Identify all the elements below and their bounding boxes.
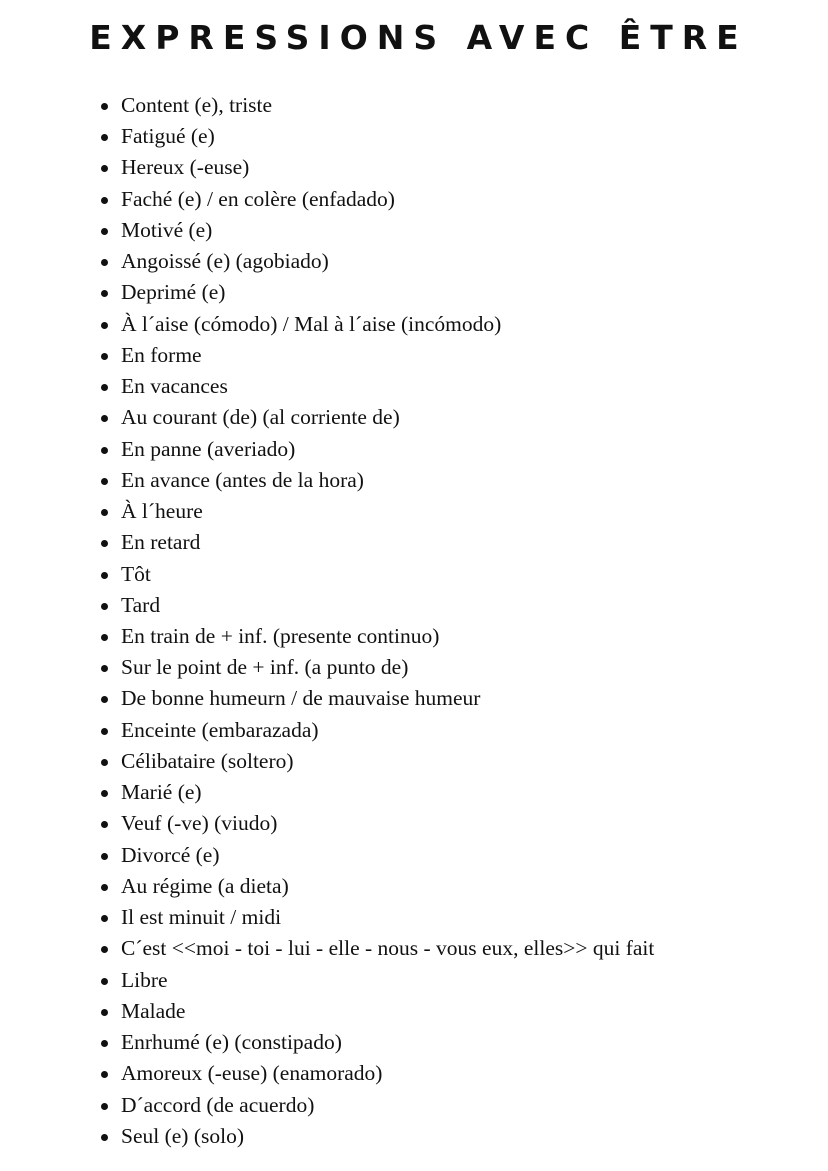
list-item: Content (e), triste: [121, 90, 654, 121]
expressions-list: [121, 90, 654, 1152]
list-item: Il est minuit / midi: [121, 902, 654, 933]
list-item: Angoissé (e) (agobiado): [121, 246, 654, 277]
list-item: Au régime (a dieta): [121, 871, 654, 902]
page-title: EXPRESSIONS AVEC ÊTRE: [89, 18, 748, 57]
list-item: En panne (averiado): [121, 434, 654, 465]
list-item: Motivé (e): [121, 215, 654, 246]
list-item: Tôt: [121, 559, 654, 590]
list-item: Au courant (de) (al corriente de): [121, 402, 654, 433]
list-item: Sur le point de + inf. (a punto de): [121, 652, 654, 683]
list-item: Seul (e) (solo): [121, 1121, 654, 1152]
list-item: Célibataire (soltero): [121, 746, 654, 777]
list-item: Amoreux (-euse) (enamorado): [121, 1058, 654, 1089]
list-item: Enrhumé (e) (constipado): [121, 1027, 654, 1058]
list-item: En forme: [121, 340, 654, 371]
list-item: Divorcé (e): [121, 840, 654, 871]
list-item: Libre: [121, 965, 654, 996]
list-item: C´est <<moi - toi - lui - elle - nous - vous eux, elles>> qui fait: [121, 933, 654, 964]
list-item: Enceinte (embarazada): [121, 715, 654, 746]
list-item: Malade: [121, 996, 654, 1027]
list-item: En vacances: [121, 371, 654, 402]
list-item: En avance (antes de la hora): [121, 465, 654, 496]
list-item: Marié (e): [121, 777, 654, 808]
list-item: À l´heure: [121, 496, 654, 527]
list-item: Veuf (-ve) (viudo): [121, 808, 654, 839]
list-item: D´accord (de acuerdo): [121, 1090, 654, 1121]
list-item: En retard: [121, 527, 654, 558]
list-item: Hereux (-euse): [121, 152, 654, 183]
list-item: Fatigué (e): [121, 121, 654, 152]
list-item: Deprimé (e): [121, 277, 654, 308]
list-item: Faché (e) / en colère (enfadado): [121, 184, 654, 215]
list-item: Tard: [121, 590, 654, 621]
list-item: À l´aise (cómodo) / Mal à l´aise (incómodo): [121, 309, 654, 340]
list-item: De bonne humeurn / de mauvaise humeur: [121, 683, 654, 714]
list-item: En train de + inf. (presente continuo): [121, 621, 654, 652]
